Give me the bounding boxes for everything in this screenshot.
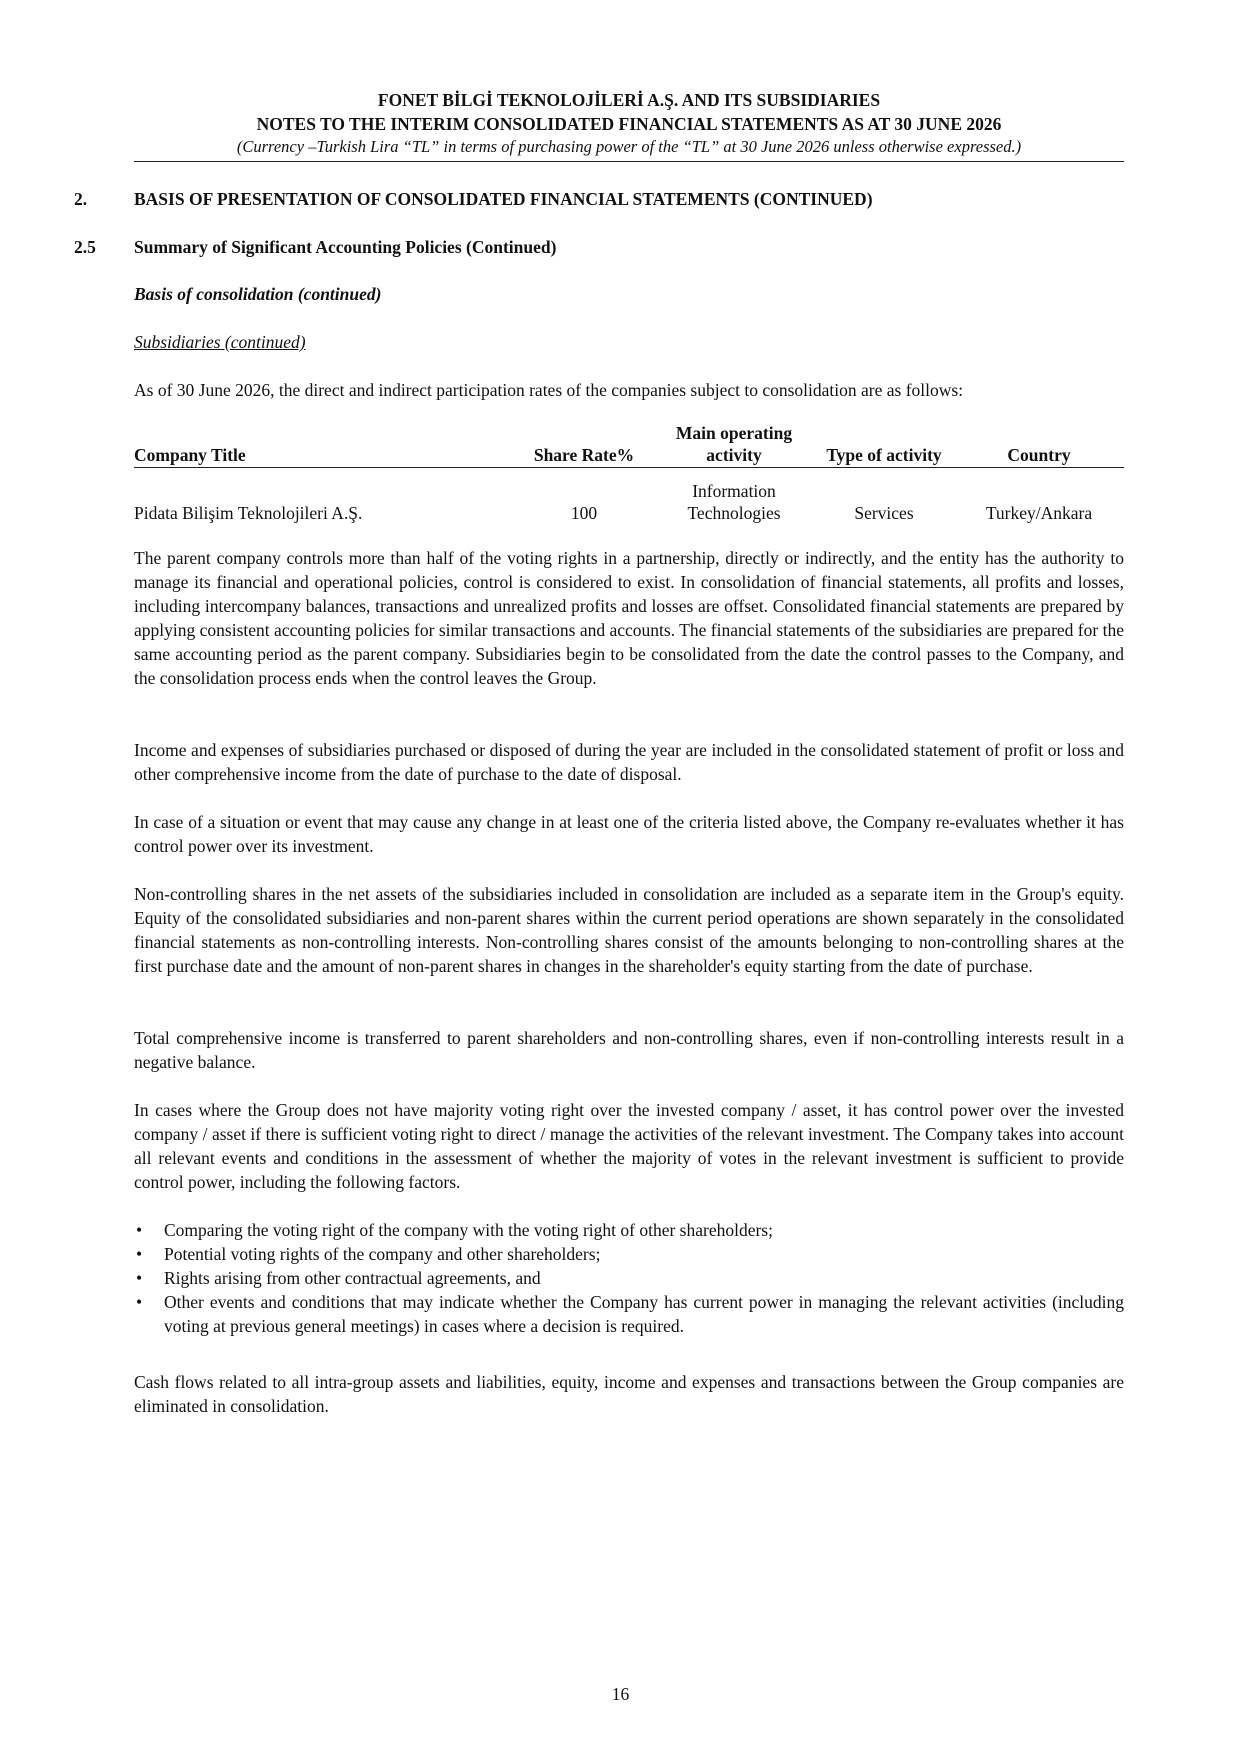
list-item-text: Comparing the voting right of the company with the voting right of other shareholders; (164, 1220, 773, 1240)
paragraph-control: The parent company controls more than half of the voting rights in a partnership, directly or indirectly, and the entity has the authority to manage its financial and operational policies, control is considered to exist. In consolidation of financial statements, all profits and losses, including intercompany balances, transactions and unrealized profits and losses are offset. Consolidated financial statements are prepared by applying consistent accounting policies for similar transactions and accounts. The financial statements of the subsidiaries are prepared for the same accounting period as the parent company. Subsidiaries begin to be consolidated from the date the control passes to the Company, and the consolidation process ends when the control leaves the Group. (134, 548, 1124, 688)
cell-share-rate: 100 (570, 503, 598, 523)
header-share-rate: Share Rate% (514, 422, 654, 468)
header-main-activity-line2: activity (706, 445, 762, 465)
list-item (134, 1218, 1124, 1242)
header-activity-type: Type of activity (814, 422, 954, 468)
document-title: NOTES TO THE INTERIM CONSOLIDATED FINANCIAL STATEMENTS AS AT 30 JUNE 2026 (256, 114, 1002, 134)
consolidation-table (134, 422, 1124, 524)
bullet-icon: • (136, 1244, 143, 1264)
header-main-activity-line1: Main operating (675, 423, 793, 443)
cell-main-activity-line1: Information (692, 481, 776, 501)
subsidiaries-heading: Subsidiaries (continued) (134, 332, 306, 352)
paragraph-voting-rights: In cases where the Group does not have majority voting right over the invested company / asset, it has control power over the invested company / asset if there is sufficient voting right to direct / manage the activities of the relevant investment. The Company takes into account all relevant events and conditions in the assessment of whether the majority of votes in the relevant investment is sufficient to provide control power, including the following factors. (134, 1100, 1124, 1192)
paragraph-reevaluation: In case of a situation or event that may cause any change in at least one of the criteria listed above, the Company re-evaluates whether it has control power over its investment. (134, 812, 1124, 856)
bullet-icon: • (136, 1268, 143, 1288)
section-title: BASIS OF PRESENTATION OF CONSOLIDATED FINANCIAL STATEMENTS (CONTINUED) (134, 189, 873, 209)
header-divider (134, 161, 1124, 162)
paragraph-non-controlling: Non-controlling shares in the net assets of the subsidiaries included in consolidation are included as a separate item in the Group's equity. Equity of the consolidated subsidiaries and non-parent shares within the current period operations are shown separately in the consolidated financial statements as non-controlling interests. Non-controlling shares consist of the amounts belonging to non-controlling shares at the first purchase date and the amount of non-parent shares in changes in the shareholder's equity starting from the date of purchase. (134, 884, 1124, 976)
page-number: 16 (611, 1684, 630, 1704)
subsection-number: 2.5 (74, 237, 96, 257)
paragraph-income-expenses: Income and expenses of subsidiaries purchased or disposed of during the year are included in the consolidated statement of profit or loss and other comprehensive income from the date of purchase to the date of disposal. (134, 740, 1124, 784)
bullet-icon: • (136, 1220, 143, 1240)
list-item (134, 1242, 1124, 1266)
intro-paragraph: As of 30 June 2026, the direct and indirect participation rates of the companies subject to consolidation are as follows: (134, 380, 964, 400)
bullet-icon: • (136, 1292, 143, 1312)
basis-heading: Basis of consolidation (continued) (134, 284, 382, 304)
table-header-row (134, 422, 1124, 468)
company-name: FONET BİLGİ TEKNOLOJİLERİ A.Ş. AND ITS SUBSIDIARIES (377, 90, 881, 110)
list-item-text: Rights arising from other contractual agreements, and (164, 1268, 541, 1288)
cell-country: Turkey/Ankara (985, 503, 1093, 523)
cell-company: Pidata Bilişim Teknolojileri A.Ş. (134, 503, 363, 523)
header-country: Country (954, 422, 1124, 468)
cell-main-activity-line2: Technologies (687, 503, 781, 523)
subsection-title: Summary of Significant Accounting Policies (Continued) (134, 237, 557, 257)
list-item-text: Other events and conditions that may indicate whether the Company has current power in managing the relevant activities (including voting at previous general meetings) in cases where a decision is required. (164, 1292, 1124, 1336)
header-company: Company Title (134, 422, 514, 468)
list-item (134, 1290, 1124, 1338)
paragraph-cash-flows: Cash flows related to all intra-group assets and liabilities, equity, income and expenses and transactions between the Group companies are eliminated in consolidation. (134, 1372, 1124, 1416)
currency-note: (Currency –Turkish Lira “TL” in terms of purchasing power of the “TL” at 30 June 2026 unless otherwise expressed.) (236, 137, 1022, 156)
cell-activity-type: Services (854, 503, 914, 523)
factors-list (134, 1218, 1124, 1338)
table-row (134, 468, 1124, 525)
header-main-activity (654, 422, 814, 468)
section-number: 2. (74, 189, 88, 209)
cell-main-activity (654, 468, 814, 525)
document-header (134, 88, 1124, 158)
paragraph-comprehensive-income: Total comprehensive income is transferred to parent shareholders and non-controlling shares, even if non-controlling interests result in a negative balance. (134, 1028, 1124, 1072)
list-item (134, 1266, 1124, 1290)
list-item-text: Potential voting rights of the company and other shareholders; (164, 1244, 601, 1264)
